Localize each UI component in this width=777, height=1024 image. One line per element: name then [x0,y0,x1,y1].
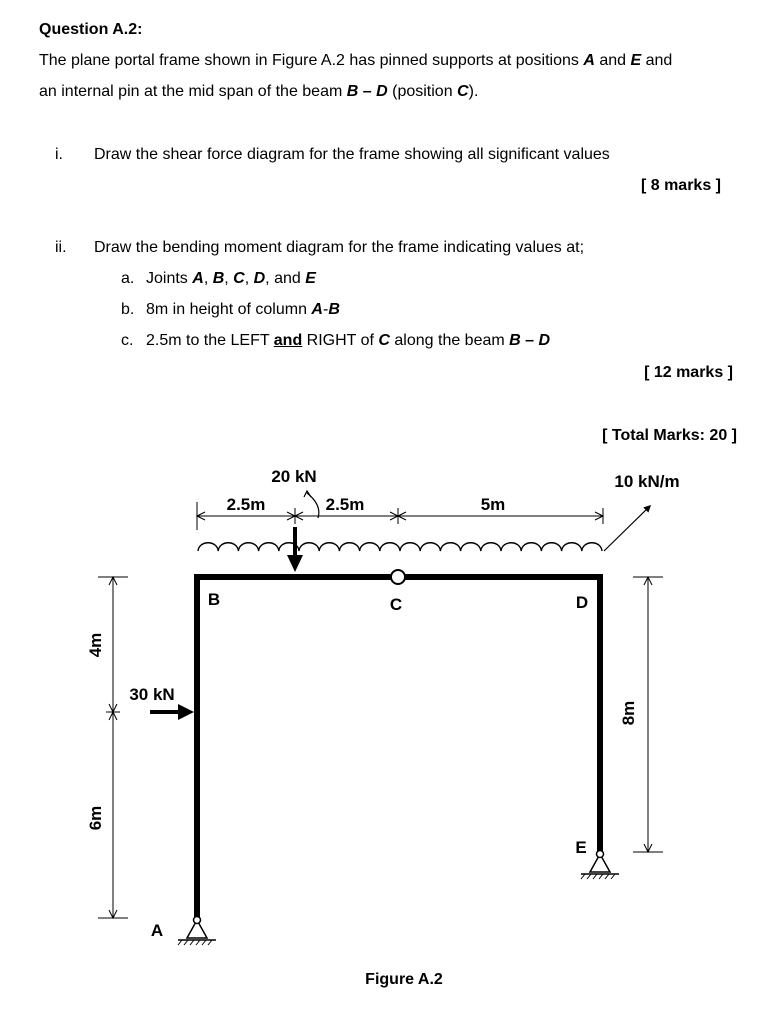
figure-caption: Figure A.2 [365,971,443,988]
left-column-dimension-line [98,577,128,918]
part-ii-a-label: a. [121,270,135,287]
text-run: and [273,332,303,349]
text-run: D [376,83,388,100]
text-run: Joints [146,270,193,287]
text-run: and [641,52,673,69]
joint-d-label: D [575,593,589,612]
text-run: – [520,332,539,349]
text-run: RIGHT of [302,332,379,349]
text-run: C [457,83,469,100]
text-run: D [538,332,551,349]
text-run: , and [265,270,306,287]
load-pointer-line [307,493,319,518]
part-ii-text: Draw the bending moment diagram for the frame indicating values at; [94,239,585,256]
dim-col-right-label: 8m [619,700,638,726]
dim-span3-label: 5m [480,495,506,514]
internal-pin-c [391,570,405,584]
part-ii-b-label: b. [121,301,135,318]
text-run: - [322,301,329,318]
dim-col-upper-label: 4m [86,632,105,658]
text-run: E [305,270,316,287]
part-i-marks: [ 8 marks ] [640,177,721,194]
text-run: ). [468,83,479,100]
text-run: E [630,52,642,69]
point-load-arrow [287,527,303,572]
pin-support-a [178,917,216,946]
text-run: A [311,301,323,318]
udl-label: 10 kN/m [614,472,680,491]
text-run: The plane portal frame shown in Figure A.2 has pinned supports at positions [39,52,584,69]
text-run: A [583,52,595,69]
text-run: an internal pin at the mid span of the beam [39,83,347,100]
text-run: , [224,270,234,287]
dim-span2-label: 2.5m [325,495,365,514]
udl-load-symbol [198,543,602,551]
dim-span1-label: 2.5m [226,495,266,514]
text-run: D [253,270,266,287]
part-ii-c-label: c. [121,332,134,349]
text-run: , [244,270,254,287]
joint-c-label: C [389,595,403,614]
part-i-number: i. [55,146,63,163]
joint-a-label: A [150,921,164,940]
text-run: 8m in height of column [146,301,312,318]
text-run: C [378,332,390,349]
text-run: along the beam [389,332,510,349]
part-i-text: Draw the shear force diagram for the frame showing all significant values [94,146,610,163]
text-run: B [346,83,359,100]
part-ii-number: ii. [55,239,67,256]
joint-b-label: B [207,590,221,609]
part-ii-marks: [ 12 marks ] [644,364,733,381]
joint-e-label: E [575,838,587,857]
text-run: – [358,83,377,100]
text-run: 2.5m to the LEFT [146,332,274,349]
text-run: B [328,301,340,318]
text-run: B [509,332,521,349]
udl-pointer-line [604,506,650,551]
text-run: A [192,270,204,287]
total-marks: [ Total Marks: 20 ] [602,427,737,444]
pin-support-e [581,851,619,880]
text-run: B [212,270,225,287]
horizontal-load-label: 30 kN [129,685,175,704]
text-run: and [594,52,631,69]
point-load-label: 20 kN [271,467,317,486]
text-run: , [203,270,213,287]
horizontal-load-arrow [150,704,194,720]
text-run: C [233,270,245,287]
question-title: Question A.2: [39,21,143,38]
dim-col-lower-label: 6m [86,805,105,831]
text-run: (position [387,83,458,100]
